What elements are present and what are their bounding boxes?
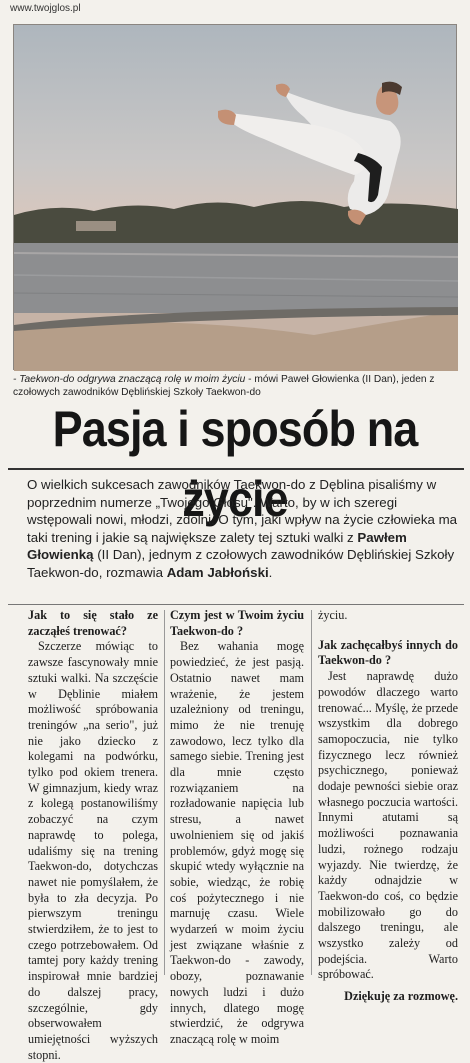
column-divider [164,610,165,975]
article-photo [13,24,457,370]
column-divider [311,610,312,975]
closing-thanks: Dziękuję za rozmowę. [344,989,458,1004]
article-headline: Pasja i sposób na życie [52,401,418,527]
caption-quote: - Taekwon-do odgrywa znaczącą rolę w moim życiu [13,374,246,385]
site-url: www.twojglos.pl [10,3,81,14]
lead-text-3: . [268,564,273,580]
answer-3: Jest naprawdę dużo powodów dlaczego warto trenować... Myślę, że przede wszystkim dla dobrego samopoczucia, nie tylko fizycznego lecz również psychicznego, ponieważ dodaje pewności siebie oraz własnego poczucia wartości. Innymi atutami są możliwości poznawania ludzi, rożnego rodzaju wyjazdy. Nie twierdzę, że każdy odnajdzie w Taekwon-do coś, co będzie mobilizowało go do dalszego treningu, ale wszystko zależy od podejścia. Warto spróbować. [318,669,458,982]
answer-2: Bez wahania mogę powiedzieć, że jest pasją. Ostatnio nawet mam wrażenie, że jestem uzależniony od treningu, mimo że nie trenuję zawodowo, lecz tylko dla samego siebie. Trening jest dla mnie często rozwiązaniem na rozładowanie napięcia lub stresu, a nawet uwolnieniem się od jakiś problemów, gdyż mogę się skupić wtedy wyłącznie na sobie, wiedząc, że robię coś pożytecznego i nie marnuję czasu. Wiele wydarzeń w moim życiu jest związane właśnie z Taekwon-do - zawody, obozy, poznawanie nowych ludzi i dużo innych, dlatego mogę stwierdzić, że odgrywa znaczącą rolę w moim [170,639,304,1046]
article-column-3 [318,608,458,1005]
lead-text-1: O wielkich sukcesach zawodników Taekwon-do z Dęblina pisaliśmy w poprzednim numerze „Twojego Głosu". Warto, by w ich szeregi wstępowali nowi, młodzi, zdolni. O tym, jaki wpływ na życie człowieka ma taki trening i jakie są największe zalety tej sztuki walki z [27,477,458,545]
taekwondo-kick-photo [14,25,458,371]
answer-2-end: życiu. [318,608,348,622]
lead-name-2: Adam Jabłoński [166,564,269,580]
headline-rule [8,468,464,470]
article-column-1 [28,608,158,1063]
article-lead [27,476,459,582]
article-column-2 [170,608,304,1048]
caption-text: - mówi Paweł Głowienka (II Dan), jeden z czołowych zawodników Dęblińskiej Szkoły Taekwon-do [13,374,435,398]
question-3: Jak zachęcałbyś innych do Taekwon-do ? [318,637,458,668]
lead-text-2: (II Dan), jednym z czołowych zawodników Dęblińskiej Szkoły Taekwon-do, rozmawia [27,547,455,580]
answer-1: Szczerze mówiąc to zawsze fascynowały mnie sztuki walki. Na szczęście w Dęblinie miałem możliwość spróbowania treningów „na serio", już nie jako dziecko z kolegami na podwórku, tylko pod okiem trenera. W gimnazjum, kiedy wraz z kolegą postanowiliśmy zobaczyć na czym naprawdę to polega, udaliśmy się na trening Taekwon-do, dotychczas nawet nie pomyślałem, że była to zła decyzja. Po pierwszym treningu stwierdziłem, że to jest to czego potrzebowałem. Od tamtej pory każdy trening inspirował mnie bardziej do dalszej pracy, szczególnie, gdy obserwowałem umiejętności wyższych stopni. [28,639,158,1062]
question-1: Jak to się stało ze zacząłeś trenować? [28,608,158,638]
lead-rule [8,604,464,605]
question-2: Czym jest w Twoim życiu Taekwon-do ? [170,608,304,638]
lead-name-1: Pawłem Głowienką [27,529,407,563]
